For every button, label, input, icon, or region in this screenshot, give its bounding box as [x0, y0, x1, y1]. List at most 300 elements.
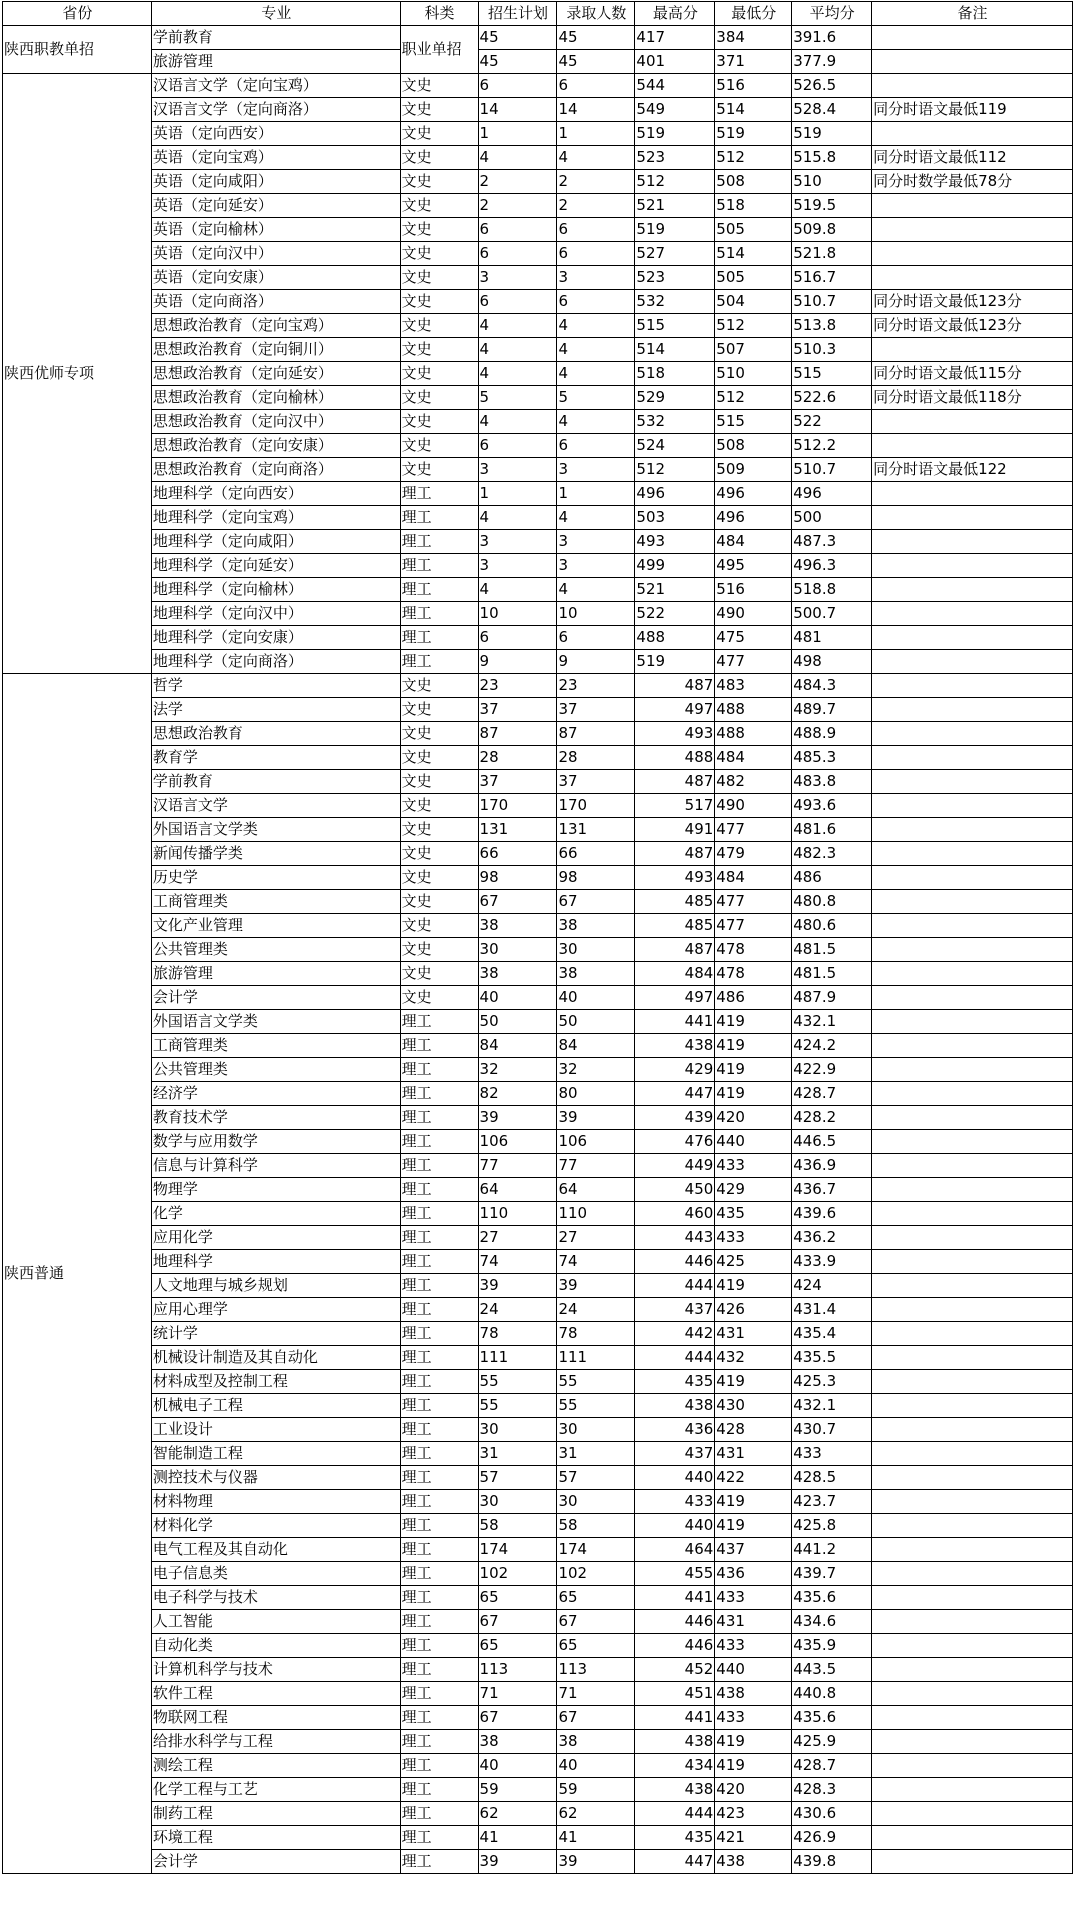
min-score-cell: 478 — [715, 938, 792, 962]
note-cell — [872, 914, 1073, 938]
major-cell: 环境工程 — [151, 1826, 400, 1850]
max-score-cell: 450 — [635, 1178, 715, 1202]
min-score-cell: 490 — [715, 794, 792, 818]
category-cell: 理工 — [400, 602, 478, 626]
table-row — [3, 890, 1073, 914]
category-cell: 文史 — [400, 842, 478, 866]
max-score-cell: 529 — [635, 386, 715, 410]
admitted-cell: 50 — [557, 1010, 635, 1034]
avg-score-cell: 440.8 — [792, 1682, 872, 1706]
admitted-cell: 110 — [557, 1202, 635, 1226]
table-header — [3, 2, 1073, 26]
max-score-cell: 487 — [635, 842, 715, 866]
admitted-cell: 24 — [557, 1298, 635, 1322]
note-cell — [872, 506, 1073, 530]
max-score-cell: 549 — [635, 98, 715, 122]
avg-score-cell: 482.3 — [792, 842, 872, 866]
plan-cell: 30 — [478, 1418, 557, 1442]
min-score-cell: 484 — [715, 866, 792, 890]
table-row — [3, 314, 1073, 338]
min-score-cell: 484 — [715, 530, 792, 554]
note-cell — [872, 1082, 1073, 1106]
plan-cell: 6 — [478, 434, 557, 458]
category-cell: 理工 — [400, 1154, 478, 1178]
max-score-cell: 435 — [635, 1826, 715, 1850]
min-score-cell: 433 — [715, 1586, 792, 1610]
table-row — [3, 1178, 1073, 1202]
max-score-cell: 460 — [635, 1202, 715, 1226]
avg-score-cell: 500 — [792, 506, 872, 530]
plan-cell: 5 — [478, 386, 557, 410]
table-row — [3, 1538, 1073, 1562]
major-cell: 测控技术与仪器 — [151, 1466, 400, 1490]
column-header: 备注 — [872, 2, 1073, 26]
category-cell: 理工 — [400, 578, 478, 602]
max-score-cell: 522 — [635, 602, 715, 626]
avg-score-cell: 422.9 — [792, 1058, 872, 1082]
note-cell — [872, 1754, 1073, 1778]
major-cell: 统计学 — [151, 1322, 400, 1346]
plan-cell: 82 — [478, 1082, 557, 1106]
avg-score-cell: 486 — [792, 866, 872, 890]
category-cell: 理工 — [400, 1610, 478, 1634]
plan-cell: 14 — [478, 98, 557, 122]
category-cell: 理工 — [400, 1634, 478, 1658]
plan-cell: 2 — [478, 170, 557, 194]
plan-cell: 31 — [478, 1442, 557, 1466]
avg-score-cell: 480.8 — [792, 890, 872, 914]
avg-score-cell: 423.7 — [792, 1490, 872, 1514]
avg-score-cell: 493.6 — [792, 794, 872, 818]
category-cell: 文史 — [400, 218, 478, 242]
max-score-cell: 442 — [635, 1322, 715, 1346]
avg-score-cell: 439.8 — [792, 1850, 872, 1874]
min-score-cell: 419 — [715, 1514, 792, 1538]
max-score-cell: 451 — [635, 1682, 715, 1706]
admitted-cell: 27 — [557, 1226, 635, 1250]
category-cell: 理工 — [400, 1442, 478, 1466]
max-score-cell: 496 — [635, 482, 715, 506]
note-cell — [872, 1466, 1073, 1490]
major-cell: 智能制造工程 — [151, 1442, 400, 1466]
avg-score-cell: 439.6 — [792, 1202, 872, 1226]
major-cell: 物理学 — [151, 1178, 400, 1202]
min-score-cell: 440 — [715, 1130, 792, 1154]
admitted-cell: 174 — [557, 1538, 635, 1562]
min-score-cell: 509 — [715, 458, 792, 482]
avg-score-cell: 424 — [792, 1274, 872, 1298]
min-score-cell: 423 — [715, 1802, 792, 1826]
avg-score-cell: 489.7 — [792, 698, 872, 722]
admitted-cell: 1 — [557, 482, 635, 506]
plan-cell: 55 — [478, 1394, 557, 1418]
plan-cell: 65 — [478, 1586, 557, 1610]
avg-score-cell: 481.5 — [792, 938, 872, 962]
major-cell: 材料化学 — [151, 1514, 400, 1538]
note-cell — [872, 122, 1073, 146]
note-cell — [872, 890, 1073, 914]
note-cell: 同分时语文最低112 — [872, 146, 1073, 170]
admitted-cell: 2 — [557, 170, 635, 194]
min-score-cell: 429 — [715, 1178, 792, 1202]
table-row — [3, 1514, 1073, 1538]
category-cell: 理工 — [400, 1106, 478, 1130]
major-cell: 会计学 — [151, 1850, 400, 1874]
avg-score-cell: 428.7 — [792, 1082, 872, 1106]
avg-score-cell: 435.5 — [792, 1346, 872, 1370]
note-cell — [872, 818, 1073, 842]
avg-score-cell: 521.8 — [792, 242, 872, 266]
max-score-cell: 532 — [635, 410, 715, 434]
max-score-cell: 438 — [635, 1034, 715, 1058]
admitted-cell: 84 — [557, 1034, 635, 1058]
category-cell: 文史 — [400, 698, 478, 722]
min-score-cell: 512 — [715, 386, 792, 410]
avg-score-cell: 484.3 — [792, 674, 872, 698]
plan-cell: 23 — [478, 674, 557, 698]
avg-score-cell: 431.4 — [792, 1298, 872, 1322]
major-cell: 地理科学（定向榆林） — [151, 578, 400, 602]
table-row — [3, 1730, 1073, 1754]
table-row — [3, 1466, 1073, 1490]
note-cell — [872, 1274, 1073, 1298]
note-cell — [872, 1586, 1073, 1610]
min-score-cell: 505 — [715, 218, 792, 242]
plan-cell: 111 — [478, 1346, 557, 1370]
min-score-cell: 477 — [715, 650, 792, 674]
category-cell: 理工 — [400, 1010, 478, 1034]
avg-score-cell: 481 — [792, 626, 872, 650]
avg-score-cell: 528.4 — [792, 98, 872, 122]
note-cell — [872, 1850, 1073, 1874]
category-cell: 文史 — [400, 746, 478, 770]
major-cell: 思想政治教育（定向宝鸡） — [151, 314, 400, 338]
admitted-cell: 4 — [557, 410, 635, 434]
table-row — [3, 842, 1073, 866]
category-cell: 文史 — [400, 170, 478, 194]
avg-score-cell: 496 — [792, 482, 872, 506]
max-score-cell: 441 — [635, 1706, 715, 1730]
category-cell: 文史 — [400, 242, 478, 266]
category-cell: 理工 — [400, 1346, 478, 1370]
admitted-cell: 98 — [557, 866, 635, 890]
admitted-cell: 6 — [557, 242, 635, 266]
table-row — [3, 434, 1073, 458]
note-cell — [872, 770, 1073, 794]
category-cell: 文史 — [400, 362, 478, 386]
admitted-cell: 14 — [557, 98, 635, 122]
max-score-cell: 487 — [635, 938, 715, 962]
major-cell: 英语（定向宝鸡） — [151, 146, 400, 170]
table-row — [3, 1586, 1073, 1610]
note-cell — [872, 1298, 1073, 1322]
major-cell: 学前教育 — [151, 770, 400, 794]
note-cell: 同分时语文最低122 — [872, 458, 1073, 482]
admitted-cell: 31 — [557, 1442, 635, 1466]
max-score-cell: 440 — [635, 1466, 715, 1490]
table-row — [3, 746, 1073, 770]
min-score-cell: 483 — [715, 674, 792, 698]
max-score-cell: 521 — [635, 578, 715, 602]
table-row — [3, 458, 1073, 482]
category-cell: 理工 — [400, 1250, 478, 1274]
note-cell — [872, 242, 1073, 266]
admitted-cell: 6 — [557, 218, 635, 242]
max-score-cell: 512 — [635, 170, 715, 194]
category-cell: 文史 — [400, 914, 478, 938]
admitted-cell: 71 — [557, 1682, 635, 1706]
table-row — [3, 962, 1073, 986]
max-score-cell: 487 — [635, 770, 715, 794]
table-row — [3, 146, 1073, 170]
category-cell: 文史 — [400, 794, 478, 818]
major-cell: 计算机科学与技术 — [151, 1658, 400, 1682]
note-cell: 同分时语文最低123分 — [872, 314, 1073, 338]
plan-cell: 64 — [478, 1178, 557, 1202]
avg-score-cell: 487.9 — [792, 986, 872, 1010]
plan-cell: 58 — [478, 1514, 557, 1538]
plan-cell: 41 — [478, 1826, 557, 1850]
note-cell — [872, 1826, 1073, 1850]
note-cell — [872, 1034, 1073, 1058]
plan-cell: 67 — [478, 1706, 557, 1730]
max-score-cell: 452 — [635, 1658, 715, 1682]
category-cell: 文史 — [400, 938, 478, 962]
table-row — [3, 674, 1073, 698]
plan-cell: 39 — [478, 1274, 557, 1298]
avg-score-cell: 425.9 — [792, 1730, 872, 1754]
avg-score-cell: 430.6 — [792, 1802, 872, 1826]
admission-score-table — [2, 1, 1073, 1874]
note-cell: 同分时语文最低119 — [872, 98, 1073, 122]
table-row — [3, 626, 1073, 650]
min-score-cell: 421 — [715, 1826, 792, 1850]
avg-score-cell: 522 — [792, 410, 872, 434]
note-cell — [872, 938, 1073, 962]
category-cell: 文史 — [400, 338, 478, 362]
plan-cell: 45 — [478, 50, 557, 74]
table-row — [3, 818, 1073, 842]
note-cell — [872, 1538, 1073, 1562]
admitted-cell: 78 — [557, 1322, 635, 1346]
note-cell — [872, 482, 1073, 506]
table-row — [3, 1442, 1073, 1466]
note-cell — [872, 194, 1073, 218]
table-row — [3, 290, 1073, 314]
plan-cell: 50 — [478, 1010, 557, 1034]
admitted-cell: 4 — [557, 506, 635, 530]
note-cell — [872, 1514, 1073, 1538]
column-header: 专业 — [151, 2, 400, 26]
table-row — [3, 1610, 1073, 1634]
min-score-cell: 426 — [715, 1298, 792, 1322]
note-cell — [872, 530, 1073, 554]
avg-score-cell: 509.8 — [792, 218, 872, 242]
category-cell: 理工 — [400, 1274, 478, 1298]
avg-score-cell: 515 — [792, 362, 872, 386]
max-score-cell: 512 — [635, 458, 715, 482]
table-row — [3, 1250, 1073, 1274]
plan-cell: 6 — [478, 626, 557, 650]
note-cell — [872, 962, 1073, 986]
note-cell — [872, 1202, 1073, 1226]
plan-cell: 66 — [478, 842, 557, 866]
admitted-cell: 2 — [557, 194, 635, 218]
plan-cell: 6 — [478, 290, 557, 314]
category-cell: 理工 — [400, 1178, 478, 1202]
category-cell: 理工 — [400, 554, 478, 578]
min-score-cell: 519 — [715, 122, 792, 146]
table-row — [3, 338, 1073, 362]
max-score-cell: 515 — [635, 314, 715, 338]
avg-score-cell: 428.7 — [792, 1754, 872, 1778]
table-row — [3, 50, 1073, 74]
category-cell: 文史 — [400, 674, 478, 698]
plan-cell: 39 — [478, 1106, 557, 1130]
admitted-cell: 67 — [557, 1706, 635, 1730]
category-cell: 理工 — [400, 1778, 478, 1802]
max-score-cell: 437 — [635, 1442, 715, 1466]
note-cell — [872, 50, 1073, 74]
major-cell: 英语（定向安康） — [151, 266, 400, 290]
avg-score-cell: 377.9 — [792, 50, 872, 74]
category-cell: 理工 — [400, 1706, 478, 1730]
note-cell — [872, 1058, 1073, 1082]
category-cell: 理工 — [400, 530, 478, 554]
major-cell: 地理科学（定向咸阳） — [151, 530, 400, 554]
min-score-cell: 425 — [715, 1250, 792, 1274]
admitted-cell: 131 — [557, 818, 635, 842]
min-score-cell: 518 — [715, 194, 792, 218]
table-row — [3, 1154, 1073, 1178]
max-score-cell: 497 — [635, 986, 715, 1010]
admitted-cell: 9 — [557, 650, 635, 674]
column-header: 最低分 — [715, 2, 792, 26]
avg-score-cell: 498 — [792, 650, 872, 674]
min-score-cell: 514 — [715, 242, 792, 266]
min-score-cell: 419 — [715, 1010, 792, 1034]
major-cell: 给排水科学与工程 — [151, 1730, 400, 1754]
note-cell — [872, 1394, 1073, 1418]
avg-score-cell: 500.7 — [792, 602, 872, 626]
table-row — [3, 1682, 1073, 1706]
major-cell: 地理科学（定向汉中） — [151, 602, 400, 626]
major-cell: 法学 — [151, 698, 400, 722]
plan-cell: 4 — [478, 146, 557, 170]
max-score-cell: 443 — [635, 1226, 715, 1250]
admitted-cell: 62 — [557, 1802, 635, 1826]
admitted-cell: 30 — [557, 1490, 635, 1514]
max-score-cell: 519 — [635, 218, 715, 242]
note-cell — [872, 74, 1073, 98]
table-row — [3, 1058, 1073, 1082]
table-row — [3, 242, 1073, 266]
category-cell: 理工 — [400, 1562, 478, 1586]
min-score-cell: 437 — [715, 1538, 792, 1562]
major-cell: 外国语言文学类 — [151, 1010, 400, 1034]
major-cell: 地理科学（定向商洛） — [151, 650, 400, 674]
max-score-cell: 527 — [635, 242, 715, 266]
table-row — [3, 1370, 1073, 1394]
min-score-cell: 512 — [715, 146, 792, 170]
column-header: 最高分 — [635, 2, 715, 26]
note-cell — [872, 794, 1073, 818]
min-score-cell: 419 — [715, 1730, 792, 1754]
admitted-cell: 4 — [557, 338, 635, 362]
note-cell — [872, 842, 1073, 866]
plan-cell: 57 — [478, 1466, 557, 1490]
table-row — [3, 1394, 1073, 1418]
category-cell: 理工 — [400, 626, 478, 650]
major-cell: 英语（定向榆林） — [151, 218, 400, 242]
min-score-cell: 431 — [715, 1610, 792, 1634]
plan-cell: 65 — [478, 1634, 557, 1658]
plan-cell: 170 — [478, 794, 557, 818]
max-score-cell: 464 — [635, 1538, 715, 1562]
avg-score-cell: 485.3 — [792, 746, 872, 770]
category-cell: 理工 — [400, 1418, 478, 1442]
admitted-cell: 40 — [557, 1754, 635, 1778]
admitted-cell: 65 — [557, 1634, 635, 1658]
plan-cell: 4 — [478, 314, 557, 338]
avg-score-cell: 519.5 — [792, 194, 872, 218]
min-score-cell: 508 — [715, 170, 792, 194]
plan-cell: 3 — [478, 530, 557, 554]
min-score-cell: 516 — [715, 578, 792, 602]
category-cell: 文史 — [400, 74, 478, 98]
min-score-cell: 482 — [715, 770, 792, 794]
table-row — [3, 914, 1073, 938]
plan-cell: 4 — [478, 506, 557, 530]
admitted-cell: 28 — [557, 746, 635, 770]
max-score-cell: 519 — [635, 650, 715, 674]
category-cell: 理工 — [400, 650, 478, 674]
plan-cell: 30 — [478, 938, 557, 962]
major-cell: 人工智能 — [151, 1610, 400, 1634]
note-cell — [872, 722, 1073, 746]
admitted-cell: 59 — [557, 1778, 635, 1802]
plan-cell: 110 — [478, 1202, 557, 1226]
category-cell: 理工 — [400, 1130, 478, 1154]
admitted-cell: 39 — [557, 1274, 635, 1298]
major-cell: 软件工程 — [151, 1682, 400, 1706]
plan-cell: 40 — [478, 1754, 557, 1778]
max-score-cell: 484 — [635, 962, 715, 986]
max-score-cell: 503 — [635, 506, 715, 530]
category-cell: 理工 — [400, 506, 478, 530]
category-cell: 理工 — [400, 1682, 478, 1706]
max-score-cell: 447 — [635, 1082, 715, 1106]
plan-cell: 3 — [478, 554, 557, 578]
max-score-cell: 441 — [635, 1010, 715, 1034]
table-row — [3, 26, 1073, 50]
major-cell: 英语（定向咸阳） — [151, 170, 400, 194]
category-cell: 文史 — [400, 122, 478, 146]
plan-cell: 106 — [478, 1130, 557, 1154]
min-score-cell: 420 — [715, 1106, 792, 1130]
note-cell — [872, 1682, 1073, 1706]
max-score-cell: 439 — [635, 1106, 715, 1130]
plan-cell: 32 — [478, 1058, 557, 1082]
admitted-cell: 102 — [557, 1562, 635, 1586]
avg-score-cell: 433.9 — [792, 1250, 872, 1274]
table-row — [3, 650, 1073, 674]
table-row — [3, 122, 1073, 146]
plan-cell: 77 — [478, 1154, 557, 1178]
avg-score-cell: 510 — [792, 170, 872, 194]
table-row — [3, 1754, 1073, 1778]
admitted-cell: 106 — [557, 1130, 635, 1154]
